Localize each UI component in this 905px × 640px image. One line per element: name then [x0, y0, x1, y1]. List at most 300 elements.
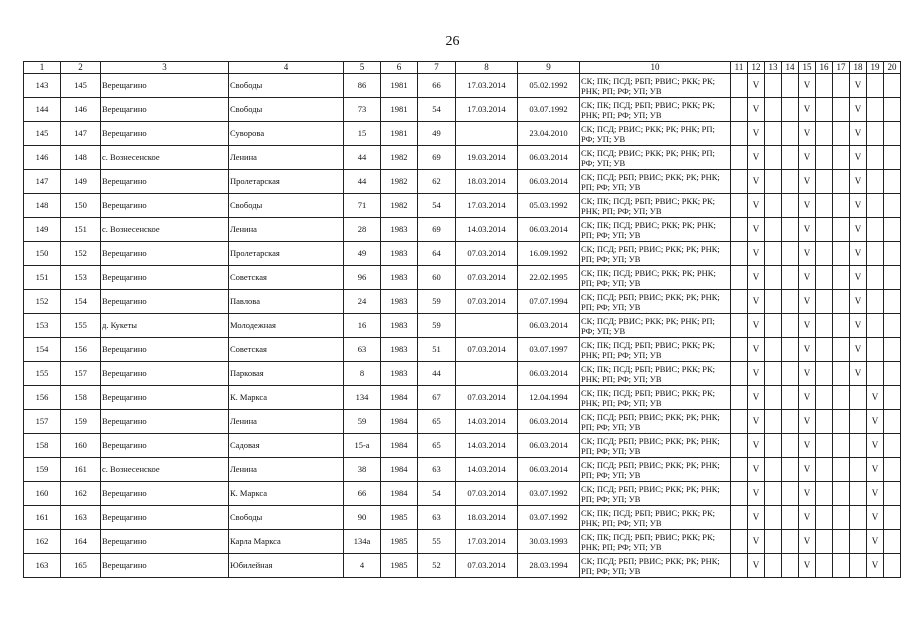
mark-cell [884, 194, 901, 218]
year-cell: 1984 [381, 458, 418, 482]
value-cell: 44 [418, 362, 456, 386]
column-header: 15 [799, 62, 816, 74]
mark-cell [731, 314, 748, 338]
mark-cell: V [748, 242, 765, 266]
mark-cell [782, 266, 799, 290]
mark-cell [816, 386, 833, 410]
row-index: 144 [24, 98, 61, 122]
date-cell: 28.03.1994 [518, 554, 580, 578]
value-cell: 59 [418, 290, 456, 314]
house-number-cell: 71 [344, 194, 381, 218]
value-cell: 65 [418, 410, 456, 434]
street-cell: Свободы [229, 194, 344, 218]
row-index: 162 [24, 530, 61, 554]
mark-cell [731, 482, 748, 506]
row-index: 155 [24, 362, 61, 386]
codes-cell: СК; ПСД; РБП; РВИС; РКК; РК; РНК; РП; РФ; УП; УВ [580, 242, 731, 266]
value-cell: 65 [418, 434, 456, 458]
table-row [24, 218, 901, 242]
mark-cell [782, 218, 799, 242]
mark-cell [765, 434, 782, 458]
table-row [24, 98, 901, 122]
mark-cell [816, 194, 833, 218]
locality-cell: Верещагино [101, 74, 229, 98]
value-cell: 52 [418, 554, 456, 578]
mark-cell [833, 338, 850, 362]
locality-cell: с. Вознесенское [101, 146, 229, 170]
mark-cell: V [799, 290, 816, 314]
mark-cell [816, 266, 833, 290]
street-cell: Парковая [229, 362, 344, 386]
row-index: 150 [24, 242, 61, 266]
mark-cell [782, 290, 799, 314]
table-row [24, 458, 901, 482]
column-header: 7 [418, 62, 456, 74]
locality-cell: Верещагино [101, 530, 229, 554]
column-header: 9 [518, 62, 580, 74]
mark-cell [867, 362, 884, 386]
year-cell: 1984 [381, 386, 418, 410]
house-number-cell: 28 [344, 218, 381, 242]
date-cell: 16.09.1992 [518, 242, 580, 266]
mark-cell [765, 482, 782, 506]
mark-cell [765, 362, 782, 386]
year-cell: 1985 [381, 530, 418, 554]
year-cell: 1983 [381, 242, 418, 266]
row-index: 143 [24, 74, 61, 98]
year-cell: 1983 [381, 218, 418, 242]
mark-cell: V [748, 410, 765, 434]
mark-cell [884, 506, 901, 530]
mark-cell: V [867, 410, 884, 434]
year-cell: 1982 [381, 194, 418, 218]
house-number-cell: 90 [344, 506, 381, 530]
date-cell: 22.02.1995 [518, 266, 580, 290]
mark-cell: V [799, 98, 816, 122]
mark-cell: V [799, 266, 816, 290]
mark-cell [884, 122, 901, 146]
mark-cell: V [748, 314, 765, 338]
mark-cell: V [748, 338, 765, 362]
mark-cell [884, 314, 901, 338]
row-index: 149 [24, 218, 61, 242]
mark-cell [731, 530, 748, 554]
table-body [24, 74, 901, 578]
mark-cell: V [850, 362, 867, 386]
codes-cell: СК; ПК; ПСД; РБП; РВИС; РКК; РК; РНК; РП; РФ; УП; УВ [580, 338, 731, 362]
mark-cell [867, 146, 884, 170]
year-cell: 1983 [381, 290, 418, 314]
locality-cell: Верещагино [101, 290, 229, 314]
mark-cell [884, 266, 901, 290]
mark-cell [867, 194, 884, 218]
row-index: 158 [24, 434, 61, 458]
value-cell: 69 [418, 146, 456, 170]
street-cell: Свободы [229, 506, 344, 530]
mark-cell [731, 386, 748, 410]
mark-cell [884, 98, 901, 122]
mark-cell [833, 242, 850, 266]
mark-cell [782, 482, 799, 506]
value-cell: 67 [418, 386, 456, 410]
locality-cell: Верещагино [101, 242, 229, 266]
mark-cell [816, 74, 833, 98]
mark-cell [782, 506, 799, 530]
codes-cell: СК; ПК; ПСД; РВИС; РКК; РК; РНК; РП; РФ; УП; УВ [580, 218, 731, 242]
mark-cell: V [799, 146, 816, 170]
table-row [24, 266, 901, 290]
mark-cell [782, 530, 799, 554]
table-row [24, 506, 901, 530]
codes-cell: СК; ПСД; РВИС; РКК; РК; РНК; РП; РФ; УП; УВ [580, 146, 731, 170]
mark-cell [765, 410, 782, 434]
value-cell: 55 [418, 530, 456, 554]
mark-cell [782, 434, 799, 458]
year-cell: 1983 [381, 314, 418, 338]
mark-cell: V [867, 506, 884, 530]
column-header: 8 [456, 62, 518, 74]
mark-cell [833, 482, 850, 506]
mark-cell: V [748, 506, 765, 530]
mark-cell [731, 194, 748, 218]
locality-cell: Верещагино [101, 506, 229, 530]
mark-cell [782, 98, 799, 122]
mark-cell: V [748, 482, 765, 506]
mark-cell [782, 386, 799, 410]
date-cell: 18.03.2014 [456, 506, 518, 530]
table-row [24, 290, 901, 314]
locality-cell: Верещагино [101, 98, 229, 122]
mark-cell [833, 434, 850, 458]
locality-cell: Верещагино [101, 554, 229, 578]
table-row [24, 242, 901, 266]
mark-cell: V [748, 74, 765, 98]
table-row [24, 314, 901, 338]
value-cell: 64 [418, 242, 456, 266]
mark-cell [833, 458, 850, 482]
street-cell: Свободы [229, 98, 344, 122]
column-header: 19 [867, 62, 884, 74]
register-table [23, 61, 901, 578]
object-number: 146 [61, 98, 101, 122]
locality-cell: с. Вознесенское [101, 458, 229, 482]
street-cell: Пролетарская [229, 170, 344, 194]
object-number: 159 [61, 410, 101, 434]
street-cell: Ленина [229, 146, 344, 170]
house-number-cell: 49 [344, 242, 381, 266]
mark-cell [731, 266, 748, 290]
locality-cell: с. Вознесенское [101, 218, 229, 242]
street-cell: Ленина [229, 410, 344, 434]
street-cell: Павлова [229, 290, 344, 314]
year-cell: 1984 [381, 482, 418, 506]
date-cell: 07.03.2014 [456, 242, 518, 266]
house-number-cell: 8 [344, 362, 381, 386]
mark-cell: V [867, 530, 884, 554]
codes-cell: СК; ПСД; РБП; РВИС; РКК; РК; РНК; РП; РФ; УП; УВ [580, 554, 731, 578]
mark-cell [765, 338, 782, 362]
mark-cell [867, 266, 884, 290]
house-number-cell: 44 [344, 146, 381, 170]
mark-cell [884, 170, 901, 194]
house-number-cell: 15 [344, 122, 381, 146]
codes-cell: СК; ПК; ПСД; РБП; РВИС; РКК; РК; РНК; РП; РФ; УП; УВ [580, 74, 731, 98]
locality-cell: Верещагино [101, 194, 229, 218]
street-cell: К. Маркса [229, 482, 344, 506]
mark-cell: V [850, 122, 867, 146]
date-cell: 06.03.2014 [518, 434, 580, 458]
object-number: 153 [61, 266, 101, 290]
mark-cell: V [748, 434, 765, 458]
mark-cell [867, 122, 884, 146]
date-cell: 06.03.2014 [518, 146, 580, 170]
street-cell: Юбилейная [229, 554, 344, 578]
house-number-cell: 38 [344, 458, 381, 482]
street-cell: Пролетарская [229, 242, 344, 266]
mark-cell [884, 530, 901, 554]
house-number-cell: 44 [344, 170, 381, 194]
value-cell: 59 [418, 314, 456, 338]
mark-cell [867, 218, 884, 242]
mark-cell [816, 218, 833, 242]
mark-cell: V [799, 194, 816, 218]
mark-cell [816, 506, 833, 530]
mark-cell: V [748, 362, 765, 386]
row-index: 160 [24, 482, 61, 506]
mark-cell: V [799, 362, 816, 386]
date-cell: 17.03.2014 [456, 98, 518, 122]
year-cell: 1985 [381, 554, 418, 578]
codes-cell: СК; ПСД; РВИС; РКК; РК; РНК; РП; РФ; УП; УВ [580, 314, 731, 338]
date-cell: 17.03.2014 [456, 194, 518, 218]
mark-cell [765, 242, 782, 266]
object-number: 148 [61, 146, 101, 170]
mark-cell: V [799, 482, 816, 506]
codes-cell: СК; ПК; ПСД; РБП; РВИС; РКК; РК; РНК; РП; РФ; УП; УВ [580, 386, 731, 410]
codes-cell: СК; ПК; ПСД; РВИС; РКК; РК; РНК; РП; РФ; УП; УВ [580, 266, 731, 290]
mark-cell [850, 506, 867, 530]
date-cell: 14.03.2014 [456, 410, 518, 434]
mark-cell [782, 74, 799, 98]
mark-cell [782, 362, 799, 386]
value-cell: 60 [418, 266, 456, 290]
mark-cell [731, 98, 748, 122]
mark-cell [731, 218, 748, 242]
date-cell: 07.03.2014 [456, 386, 518, 410]
mark-cell: V [850, 218, 867, 242]
row-index: 153 [24, 314, 61, 338]
codes-cell: СК; ПК; ПСД; РБП; РВИС; РКК; РК; РНК; РП; РФ; УП; УВ [580, 194, 731, 218]
row-index: 156 [24, 386, 61, 410]
mark-cell [833, 266, 850, 290]
house-number-cell: 59 [344, 410, 381, 434]
mark-cell: V [799, 218, 816, 242]
date-cell: 06.03.2014 [518, 314, 580, 338]
date-cell: 07.03.2014 [456, 554, 518, 578]
mark-cell [850, 554, 867, 578]
house-number-cell: 86 [344, 74, 381, 98]
mark-cell [765, 290, 782, 314]
date-cell: 14.03.2014 [456, 434, 518, 458]
object-number: 145 [61, 74, 101, 98]
table-row [24, 362, 901, 386]
mark-cell [765, 218, 782, 242]
house-number-cell: 4 [344, 554, 381, 578]
date-cell: 06.03.2014 [518, 410, 580, 434]
mark-cell [884, 554, 901, 578]
mark-cell [782, 314, 799, 338]
mark-cell: V [867, 434, 884, 458]
date-cell: 12.04.1994 [518, 386, 580, 410]
object-number: 155 [61, 314, 101, 338]
house-number-cell: 15-а [344, 434, 381, 458]
year-cell: 1981 [381, 122, 418, 146]
table-row [24, 338, 901, 362]
street-cell: Советская [229, 338, 344, 362]
value-cell: 49 [418, 122, 456, 146]
table-row [24, 434, 901, 458]
mark-cell: V [867, 554, 884, 578]
mark-cell: V [748, 170, 765, 194]
mark-cell [782, 458, 799, 482]
year-cell: 1984 [381, 410, 418, 434]
locality-cell: Верещагино [101, 170, 229, 194]
mark-cell: V [850, 170, 867, 194]
year-cell: 1983 [381, 266, 418, 290]
table-header-row [24, 62, 901, 74]
codes-cell: СК; ПСД; РБП; РВИС; РКК; РК; РНК; РП; РФ; УП; УВ [580, 290, 731, 314]
object-number: 156 [61, 338, 101, 362]
date-cell: 17.03.2014 [456, 74, 518, 98]
mark-cell [765, 194, 782, 218]
locality-cell: Верещагино [101, 122, 229, 146]
date-cell: 07.07.1994 [518, 290, 580, 314]
mark-cell [765, 554, 782, 578]
mark-cell [765, 530, 782, 554]
object-number: 163 [61, 506, 101, 530]
date-cell: 18.03.2014 [456, 170, 518, 194]
mark-cell: V [799, 122, 816, 146]
date-cell: 07.03.2014 [456, 482, 518, 506]
value-cell: 63 [418, 458, 456, 482]
mark-cell: V [748, 218, 765, 242]
date-cell: 06.03.2014 [518, 362, 580, 386]
value-cell: 54 [418, 194, 456, 218]
mark-cell: V [748, 554, 765, 578]
mark-cell [884, 386, 901, 410]
mark-cell [731, 362, 748, 386]
row-index: 157 [24, 410, 61, 434]
mark-cell: V [799, 506, 816, 530]
locality-cell: Верещагино [101, 410, 229, 434]
mark-cell [884, 242, 901, 266]
mark-cell: V [799, 242, 816, 266]
value-cell: 63 [418, 506, 456, 530]
mark-cell [816, 554, 833, 578]
mark-cell [884, 410, 901, 434]
mark-cell: V [799, 530, 816, 554]
column-header: 12 [748, 62, 765, 74]
mark-cell [816, 170, 833, 194]
house-number-cell: 73 [344, 98, 381, 122]
mark-cell [816, 434, 833, 458]
date-cell: 06.03.2014 [518, 458, 580, 482]
mark-cell: V [799, 170, 816, 194]
date-cell: 03.07.1992 [518, 506, 580, 530]
locality-cell: Верещагино [101, 338, 229, 362]
mark-cell: V [748, 458, 765, 482]
street-cell: Советская [229, 266, 344, 290]
year-cell: 1981 [381, 98, 418, 122]
year-cell: 1981 [381, 74, 418, 98]
mark-cell [833, 146, 850, 170]
mark-cell [731, 434, 748, 458]
column-header: 16 [816, 62, 833, 74]
row-index: 161 [24, 506, 61, 530]
mark-cell [833, 170, 850, 194]
mark-cell [731, 554, 748, 578]
mark-cell: V [799, 458, 816, 482]
mark-cell [816, 122, 833, 146]
table-row [24, 170, 901, 194]
object-number: 158 [61, 386, 101, 410]
column-header: 6 [381, 62, 418, 74]
table-row [24, 554, 901, 578]
mark-cell [782, 194, 799, 218]
object-number: 164 [61, 530, 101, 554]
mark-cell: V [748, 194, 765, 218]
mark-cell: V [748, 98, 765, 122]
date-cell: 05.02.1992 [518, 74, 580, 98]
mark-cell [816, 338, 833, 362]
year-cell: 1983 [381, 362, 418, 386]
mark-cell [731, 146, 748, 170]
column-header: 5 [344, 62, 381, 74]
date-cell [456, 362, 518, 386]
house-number-cell: 16 [344, 314, 381, 338]
row-index: 151 [24, 266, 61, 290]
street-cell: К. Маркса [229, 386, 344, 410]
date-cell: 03.07.1997 [518, 338, 580, 362]
mark-cell [833, 530, 850, 554]
year-cell: 1984 [381, 434, 418, 458]
value-cell: 51 [418, 338, 456, 362]
house-number-cell: 134а [344, 530, 381, 554]
object-number: 161 [61, 458, 101, 482]
mark-cell [816, 482, 833, 506]
mark-cell: V [748, 386, 765, 410]
date-cell: 17.03.2014 [456, 530, 518, 554]
mark-cell [884, 362, 901, 386]
mark-cell [816, 530, 833, 554]
mark-cell [731, 170, 748, 194]
mark-cell [782, 410, 799, 434]
mark-cell [833, 218, 850, 242]
street-cell: Садовая [229, 434, 344, 458]
column-header: 4 [229, 62, 344, 74]
mark-cell [765, 122, 782, 146]
table-row [24, 74, 901, 98]
mark-cell: V [850, 242, 867, 266]
value-cell: 54 [418, 98, 456, 122]
mark-cell [850, 434, 867, 458]
mark-cell: V [850, 194, 867, 218]
mark-cell: V [850, 314, 867, 338]
mark-cell [867, 98, 884, 122]
mark-cell [765, 458, 782, 482]
date-cell: 14.03.2014 [456, 218, 518, 242]
locality-cell: д. Кукеты [101, 314, 229, 338]
